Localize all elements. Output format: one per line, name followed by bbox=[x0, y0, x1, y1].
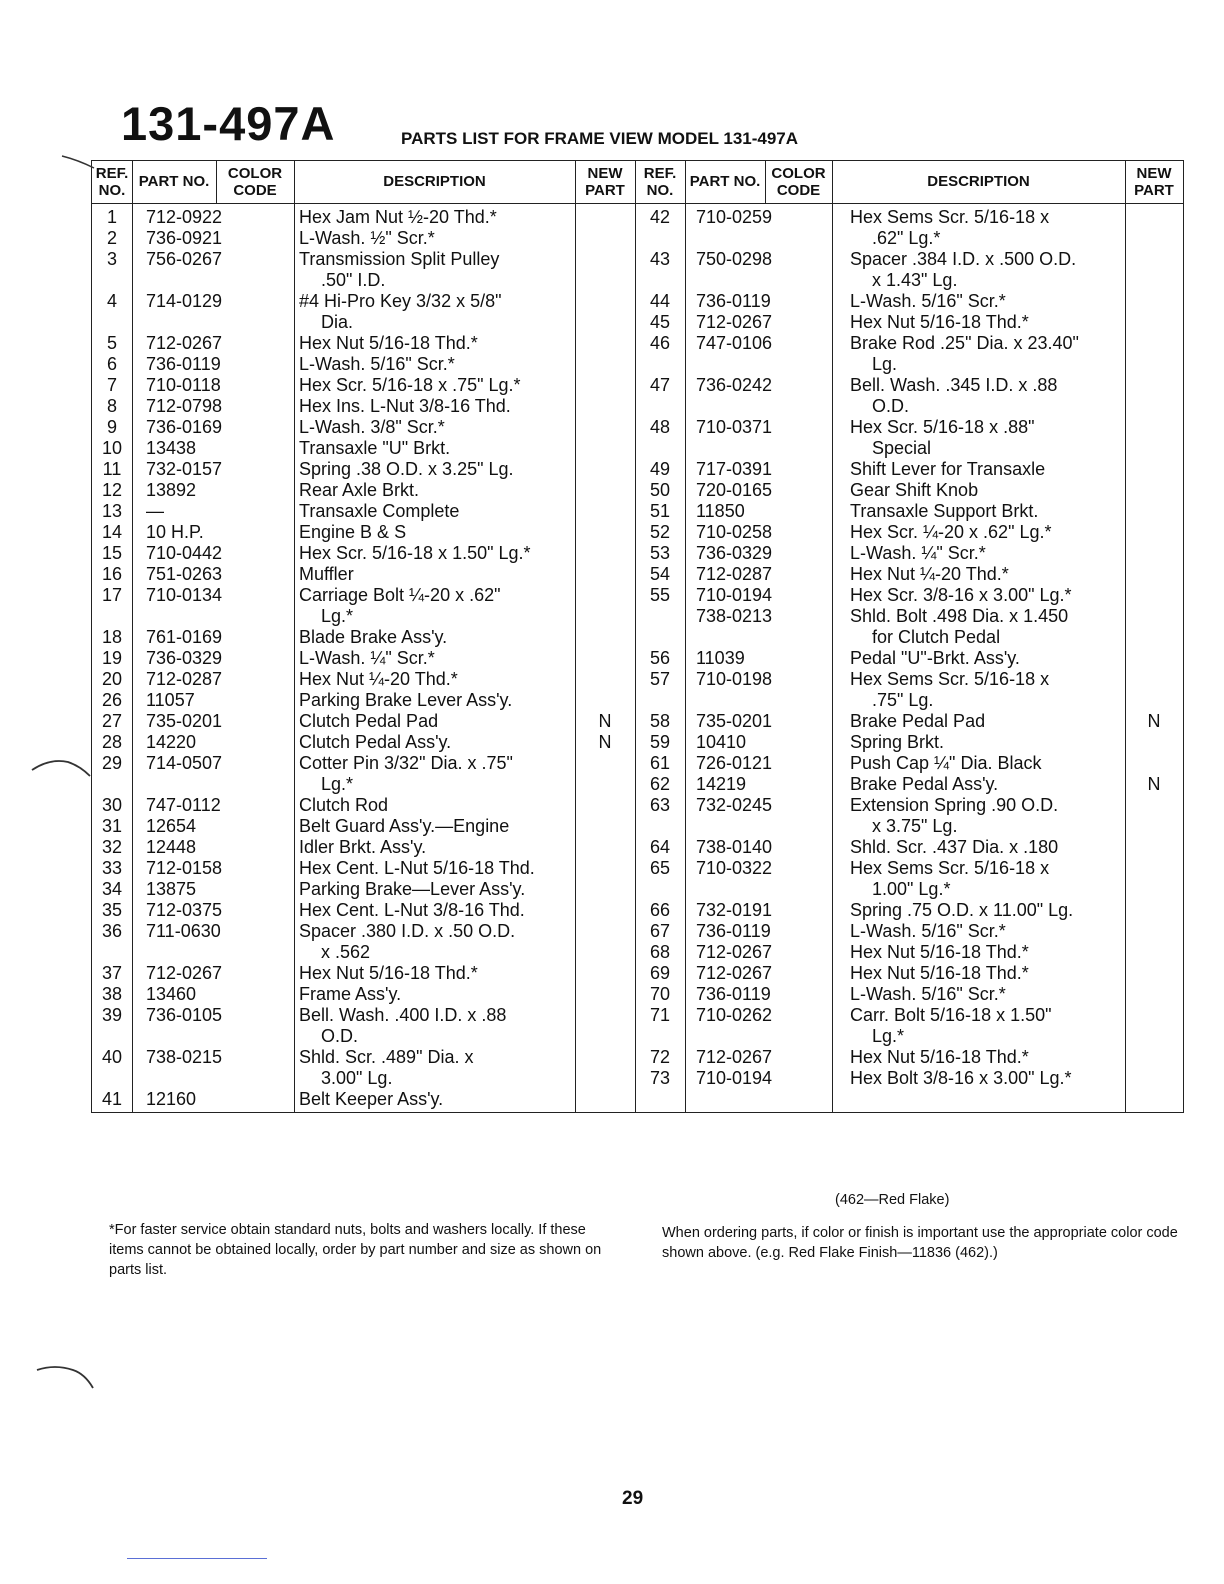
part-description: L-Wash. ¼" Scr.* bbox=[299, 648, 435, 668]
header-new-part-right: NEW PART bbox=[1134, 164, 1174, 199]
part-number: 712-0158 bbox=[146, 858, 223, 878]
ref-number: 10 bbox=[101, 438, 123, 458]
table-row bbox=[92, 690, 1183, 711]
ref-number: 46 bbox=[649, 333, 671, 353]
part-description: Hex Scr. 5/16-18 x .75" Lg.* bbox=[299, 375, 521, 395]
part-number: 747-0106 bbox=[696, 333, 773, 353]
part-description: Lg.* bbox=[321, 774, 354, 794]
bottom-rule bbox=[127, 1558, 267, 1559]
ref-number: 3 bbox=[106, 249, 117, 269]
part-description: Spacer .380 I.D. x .50 O.D. bbox=[299, 921, 516, 941]
ref-number: 45 bbox=[649, 312, 671, 332]
part-number: 712-0798 bbox=[146, 396, 223, 416]
part-number: 732-0157 bbox=[146, 459, 223, 479]
header-ref-no-left: REF. NO. bbox=[95, 164, 129, 199]
new-part-flag: N bbox=[598, 732, 612, 752]
part-number: 10410 bbox=[696, 732, 747, 752]
ref-number: 34 bbox=[101, 879, 123, 899]
ref-number: 44 bbox=[649, 291, 671, 311]
table-row bbox=[92, 1005, 1183, 1026]
part-number: 13892 bbox=[146, 480, 197, 500]
table-row bbox=[92, 459, 1183, 480]
ref-number: 71 bbox=[649, 1005, 671, 1025]
ref-number: 32 bbox=[101, 837, 123, 857]
part-number: 736-0169 bbox=[146, 417, 223, 437]
part-description: Idler Brkt. Ass'y. bbox=[299, 837, 427, 857]
scan-mark bbox=[60, 152, 100, 172]
table-row bbox=[92, 648, 1183, 669]
part-number: 14219 bbox=[696, 774, 747, 794]
ref-number: 36 bbox=[101, 921, 123, 941]
table-row bbox=[92, 963, 1183, 984]
part-description: Muffler bbox=[299, 564, 354, 584]
ref-number: 61 bbox=[649, 753, 671, 773]
part-description: .62" Lg.* bbox=[872, 228, 941, 248]
header-new-part-left: NEW PART bbox=[585, 164, 625, 199]
part-description: Shld. Scr. .489" Dia. x bbox=[299, 1047, 474, 1067]
part-description: Hex Scr. ¼-20 x .62" Lg.* bbox=[850, 522, 1052, 542]
part-description: Hex Scr. 5/16-18 x .88" bbox=[850, 417, 1035, 437]
part-description: Shift Lever for Transaxle bbox=[850, 459, 1046, 479]
table-row bbox=[92, 984, 1183, 1005]
ref-number: 48 bbox=[649, 417, 671, 437]
ref-number: 9 bbox=[106, 417, 117, 437]
part-description: Push Cap ¼" Dia. Black bbox=[850, 753, 1042, 773]
part-description: Brake Rod .25" Dia. x 23.40" bbox=[850, 333, 1079, 353]
ref-number: 68 bbox=[649, 942, 671, 962]
part-description: Hex Nut 5/16-18 Thd.* bbox=[299, 963, 478, 983]
new-part-flag: N bbox=[598, 711, 612, 731]
ref-number: 29 bbox=[101, 753, 123, 773]
part-number: 712-0267 bbox=[146, 333, 223, 353]
ref-number: 52 bbox=[649, 522, 671, 542]
part-description: Extension Spring .90 O.D. bbox=[850, 795, 1059, 815]
table-row bbox=[92, 501, 1183, 522]
table-row bbox=[92, 711, 1183, 732]
part-description: Carriage Bolt ¼-20 x .62" bbox=[299, 585, 501, 605]
part-number: 13438 bbox=[146, 438, 197, 458]
ref-number: 38 bbox=[101, 984, 123, 1004]
part-description: x 1.43" Lg. bbox=[872, 270, 958, 290]
part-number: 710-0134 bbox=[146, 585, 223, 605]
part-description: Lg. bbox=[872, 354, 898, 374]
header-description-left: DESCRIPTION bbox=[383, 173, 486, 191]
part-number: 736-0119 bbox=[696, 921, 771, 941]
ref-number: 51 bbox=[649, 501, 671, 521]
part-number: 710-0322 bbox=[696, 858, 773, 878]
part-description: Hex Sems Scr. 5/16-18 x bbox=[850, 207, 1050, 227]
part-number: 736-0329 bbox=[696, 543, 773, 563]
part-description: Transaxle Complete bbox=[299, 501, 460, 521]
part-number: 712-0287 bbox=[146, 669, 223, 689]
table-row bbox=[92, 543, 1183, 564]
part-description: Hex Cent. L-Nut 3/8-16 Thd. bbox=[299, 900, 525, 920]
ref-number: 62 bbox=[649, 774, 671, 794]
part-description: Gear Shift Knob bbox=[850, 480, 979, 500]
part-number: 712-0267 bbox=[696, 963, 773, 983]
part-description: for Clutch Pedal bbox=[872, 627, 1001, 647]
part-description: Belt Keeper Ass'y. bbox=[299, 1089, 444, 1109]
table-row bbox=[92, 879, 1183, 900]
ref-number: 19 bbox=[101, 648, 123, 668]
part-description: .75" Lg. bbox=[872, 690, 934, 710]
table-row bbox=[92, 438, 1183, 459]
part-description: Hex Ins. L-Nut 3/8-16 Thd. bbox=[299, 396, 511, 416]
ref-number: 57 bbox=[649, 669, 671, 689]
part-number: 712-0267 bbox=[696, 942, 773, 962]
ref-number: 30 bbox=[101, 795, 123, 815]
ref-number: 26 bbox=[101, 690, 123, 710]
ref-number: 37 bbox=[101, 963, 123, 983]
ref-number: 42 bbox=[649, 207, 671, 227]
part-description: Spring .38 O.D. x 3.25" Lg. bbox=[299, 459, 514, 479]
ref-number: 20 bbox=[101, 669, 123, 689]
part-number: 732-0245 bbox=[696, 795, 773, 815]
part-number: 710-0118 bbox=[146, 375, 221, 395]
part-description: Hex Scr. 5/16-18 x 1.50" Lg.* bbox=[299, 543, 531, 563]
part-number: 712-0267 bbox=[696, 312, 773, 332]
part-description: Pedal "U"-Brkt. Ass'y. bbox=[850, 648, 1020, 668]
table-row bbox=[92, 585, 1183, 606]
table-row bbox=[92, 333, 1183, 354]
table-row bbox=[92, 753, 1183, 774]
part-description: Shld. Scr. .437 Dia. x .180 bbox=[850, 837, 1059, 857]
part-description: L-Wash. ½" Scr.* bbox=[299, 228, 435, 248]
part-description: x .562 bbox=[321, 942, 371, 962]
ref-number: 16 bbox=[101, 564, 123, 584]
ref-number: 40 bbox=[101, 1047, 123, 1067]
part-number: 736-0119 bbox=[146, 354, 221, 374]
table-row bbox=[92, 396, 1183, 417]
part-description: #4 Hi-Pro Key 3/32 x 5/8" bbox=[299, 291, 502, 311]
table-row bbox=[92, 1089, 1183, 1110]
ref-number: 49 bbox=[649, 459, 671, 479]
header-color-code-left: COLOR CODE bbox=[227, 164, 283, 199]
part-description: Engine B & S bbox=[299, 522, 407, 542]
part-number: 710-0259 bbox=[696, 207, 773, 227]
part-description: Hex Cent. L-Nut 5/16-18 Thd. bbox=[299, 858, 535, 878]
table-row bbox=[92, 1068, 1183, 1089]
part-description: Spring .75 O.D. x 11.00" Lg. bbox=[850, 900, 1074, 920]
ref-number: 8 bbox=[106, 396, 117, 416]
ref-number: 63 bbox=[649, 795, 671, 815]
ref-number: 11 bbox=[102, 459, 122, 479]
new-part-flag: N bbox=[1147, 774, 1161, 794]
part-number: 710-0442 bbox=[146, 543, 223, 563]
footnote: *For faster service obtain standard nuts, bolts and washers locally. If these items cannot be obtained locally, order by part number and size as shown on parts list. bbox=[109, 1222, 602, 1278]
header-part-no-left: PART NO. bbox=[138, 173, 210, 191]
part-number: 12160 bbox=[146, 1089, 197, 1109]
ref-number: 15 bbox=[101, 543, 123, 563]
ref-number: 17 bbox=[101, 585, 123, 605]
part-number: 712-0267 bbox=[696, 1047, 773, 1067]
table-row bbox=[92, 606, 1183, 627]
part-number: 738-0213 bbox=[696, 606, 773, 626]
part-description: Spring Brkt. bbox=[850, 732, 945, 752]
table-row bbox=[92, 249, 1183, 270]
part-description: L-Wash. 5/16" Scr.* bbox=[299, 354, 455, 374]
part-description: Clutch Pedal Ass'y. bbox=[299, 732, 452, 752]
ref-number: 35 bbox=[101, 900, 123, 920]
part-number: 712-0375 bbox=[146, 900, 223, 920]
ref-number: 59 bbox=[649, 732, 671, 752]
ref-number: 70 bbox=[649, 984, 671, 1004]
part-number: 712-0267 bbox=[146, 963, 223, 983]
ref-number: 1 bbox=[106, 207, 117, 227]
part-description: Rear Axle Brkt. bbox=[299, 480, 420, 500]
ref-number: 18 bbox=[101, 627, 123, 647]
part-description: .50" I.D. bbox=[321, 270, 386, 290]
part-description: Shld. Bolt .498 Dia. x 1.450 bbox=[850, 606, 1069, 626]
parts-table bbox=[91, 160, 1184, 1113]
part-number: 747-0112 bbox=[146, 795, 221, 815]
table-row bbox=[92, 774, 1183, 795]
ref-number: 58 bbox=[649, 711, 671, 731]
ref-number: 14 bbox=[101, 522, 123, 542]
ref-number: 27 bbox=[101, 711, 123, 731]
part-description: Lg.* bbox=[321, 606, 354, 626]
part-number: 10 H.P. bbox=[146, 522, 204, 542]
part-description: Bell. Wash. .345 I.D. x .88 bbox=[850, 375, 1058, 395]
part-description: Cotter Pin 3/32" Dia. x .75" bbox=[299, 753, 513, 773]
table-row bbox=[92, 564, 1183, 585]
part-description: Hex Nut ¼-20 Thd.* bbox=[850, 564, 1009, 584]
table-row bbox=[92, 354, 1183, 375]
part-number: 736-0105 bbox=[146, 1005, 223, 1025]
ref-number: 56 bbox=[649, 648, 671, 668]
header-rule bbox=[92, 203, 1183, 204]
ref-number: 67 bbox=[649, 921, 671, 941]
part-description: Blade Brake Ass'y. bbox=[299, 627, 448, 647]
table-row bbox=[92, 522, 1183, 543]
table-row bbox=[92, 942, 1183, 963]
part-description: Hex Bolt 3/8-16 x 3.00" Lg.* bbox=[850, 1068, 1072, 1088]
part-number: 710-0198 bbox=[696, 669, 773, 689]
part-number: 736-0119 bbox=[696, 291, 771, 311]
part-number: 736-0119 bbox=[696, 984, 771, 1004]
part-description: 1.00" Lg.* bbox=[872, 879, 951, 899]
part-number: 14220 bbox=[146, 732, 197, 752]
part-description: Belt Guard Ass'y.—Engine bbox=[299, 816, 510, 836]
header-color-code-right: COLOR CODE bbox=[771, 164, 826, 199]
part-description: x 3.75" Lg. bbox=[872, 816, 958, 836]
ref-number: 6 bbox=[106, 354, 117, 374]
part-description: Hex Nut 5/16-18 Thd.* bbox=[299, 333, 478, 353]
part-description: Brake Pedal Pad bbox=[850, 711, 986, 731]
part-number: 714-0129 bbox=[146, 291, 223, 311]
part-number: 710-0258 bbox=[696, 522, 773, 542]
part-number: 712-0922 bbox=[146, 207, 223, 227]
part-description: Lg.* bbox=[872, 1026, 905, 1046]
part-number: 11039 bbox=[696, 648, 745, 668]
table-row bbox=[92, 921, 1183, 942]
new-part-flag: N bbox=[1147, 711, 1161, 731]
ref-number: 66 bbox=[649, 900, 671, 920]
part-description: Hex Nut ¼-20 Thd.* bbox=[299, 669, 458, 689]
part-description: 3.00" Lg. bbox=[321, 1068, 393, 1088]
part-description: L-Wash. 5/16" Scr.* bbox=[850, 984, 1006, 1004]
table-row bbox=[92, 669, 1183, 690]
part-number: 726-0121 bbox=[696, 753, 773, 773]
part-description: Transmission Split Pulley bbox=[299, 249, 500, 269]
table-row bbox=[92, 732, 1183, 753]
part-description: Frame Ass'y. bbox=[299, 984, 402, 1004]
part-description: Transaxle "U" Brkt. bbox=[299, 438, 451, 458]
part-number: 761-0169 bbox=[146, 627, 223, 647]
part-number: 736-0242 bbox=[696, 375, 773, 395]
part-number: 736-0921 bbox=[146, 228, 223, 248]
table-row bbox=[92, 480, 1183, 501]
ref-number: 54 bbox=[649, 564, 671, 584]
part-number: 710-0194 bbox=[696, 585, 773, 605]
ref-number: 53 bbox=[649, 543, 671, 563]
part-description: L-Wash. 5/16" Scr.* bbox=[850, 291, 1006, 311]
part-description: Hex Nut 5/16-18 Thd.* bbox=[850, 942, 1029, 962]
ref-number: 28 bbox=[101, 732, 123, 752]
part-description: Hex Nut 5/16-18 Thd.* bbox=[850, 963, 1029, 983]
ref-number: 47 bbox=[649, 375, 671, 395]
part-number: 714-0507 bbox=[146, 753, 223, 773]
header-ref-no-right: REF. NO. bbox=[643, 164, 677, 199]
scan-mark bbox=[30, 752, 92, 782]
ref-number: 39 bbox=[101, 1005, 123, 1025]
table-row bbox=[92, 858, 1183, 879]
table-row bbox=[92, 270, 1183, 291]
ref-number: 13 bbox=[101, 501, 123, 521]
part-description: Parking Brake Lever Ass'y. bbox=[299, 690, 513, 710]
ref-number: 55 bbox=[649, 585, 671, 605]
part-description: Bell. Wash. .400 I.D. x .88 bbox=[299, 1005, 507, 1025]
part-description: Dia. bbox=[321, 312, 354, 332]
table-row bbox=[92, 816, 1183, 837]
part-number: 717-0391 bbox=[696, 459, 773, 479]
part-number: 12654 bbox=[146, 816, 197, 836]
part-description: L-Wash. ¼" Scr.* bbox=[850, 543, 986, 563]
part-number: 712-0287 bbox=[696, 564, 773, 584]
part-number: 11057 bbox=[146, 690, 195, 710]
header-part-no-right: PART NO. bbox=[689, 173, 761, 191]
ref-number: 43 bbox=[649, 249, 671, 269]
ref-number: 65 bbox=[649, 858, 671, 878]
part-number: — bbox=[146, 501, 164, 521]
part-number: 13460 bbox=[146, 984, 197, 1004]
ref-number: 33 bbox=[101, 858, 123, 878]
part-number: 720-0165 bbox=[696, 480, 773, 500]
part-number: 738-0140 bbox=[696, 837, 773, 857]
table-row bbox=[92, 312, 1183, 333]
part-description: Hex Nut 5/16-18 Thd.* bbox=[850, 312, 1029, 332]
part-description: O.D. bbox=[321, 1026, 359, 1046]
part-description: Hex Sems Scr. 5/16-18 x bbox=[850, 858, 1050, 878]
part-description: Hex Jam Nut ½-20 Thd.* bbox=[299, 207, 497, 227]
table-row bbox=[92, 228, 1183, 249]
part-description: Clutch Pedal Pad bbox=[299, 711, 439, 731]
ref-number: 72 bbox=[649, 1047, 671, 1067]
part-number: 11850 bbox=[696, 501, 745, 521]
part-description: Spacer .384 I.D. x .500 O.D. bbox=[850, 249, 1077, 269]
part-number: 736-0329 bbox=[146, 648, 223, 668]
table-row bbox=[92, 291, 1183, 312]
page-number: 29 bbox=[622, 1488, 644, 1509]
part-description: O.D. bbox=[872, 396, 910, 416]
part-description: Hex Sems Scr. 5/16-18 x bbox=[850, 669, 1050, 689]
color-code-label: (462—Red Flake) bbox=[835, 1192, 950, 1208]
table-row bbox=[92, 627, 1183, 648]
ref-number: 69 bbox=[649, 963, 671, 983]
scan-mark bbox=[35, 1362, 95, 1392]
part-number: 710-0262 bbox=[696, 1005, 773, 1025]
table-row bbox=[92, 900, 1183, 921]
part-description: L-Wash. 3/8" Scr.* bbox=[299, 417, 445, 437]
table-row bbox=[92, 1026, 1183, 1047]
table-row bbox=[92, 837, 1183, 858]
page-title: PARTS LIST FOR FRAME VIEW MODEL 131-497A bbox=[401, 129, 799, 148]
part-description: Parking Brake—Lever Ass'y. bbox=[299, 879, 526, 899]
part-description: Hex Scr. 3/8-16 x 3.00" Lg.* bbox=[850, 585, 1072, 605]
ref-number: 73 bbox=[649, 1068, 671, 1088]
part-description: Carr. Bolt 5/16-18 x 1.50" bbox=[850, 1005, 1052, 1025]
part-number: 751-0263 bbox=[146, 564, 223, 584]
ref-number: 12 bbox=[101, 480, 123, 500]
part-description: Clutch Rod bbox=[299, 795, 389, 815]
table-row bbox=[92, 1047, 1183, 1068]
part-number: 738-0215 bbox=[146, 1047, 223, 1067]
ref-number: 64 bbox=[649, 837, 671, 857]
ref-number: 31 bbox=[101, 816, 123, 836]
part-number: 710-0194 bbox=[696, 1068, 773, 1088]
part-description: L-Wash. 5/16" Scr.* bbox=[850, 921, 1006, 941]
model-number: 131-497A bbox=[121, 97, 336, 150]
table-row bbox=[92, 417, 1183, 438]
part-number: 750-0298 bbox=[696, 249, 773, 269]
color-ordering-note: When ordering parts, if color or finish is important use the appropriate color code shown above. (e.g. Red Flake Finish—11836 (462).) bbox=[662, 1225, 1178, 1261]
table-row bbox=[92, 375, 1183, 396]
part-number: 12448 bbox=[146, 837, 197, 857]
header-description-right: DESCRIPTION bbox=[927, 173, 1030, 191]
ref-number: 41 bbox=[101, 1089, 123, 1109]
part-description: Special bbox=[872, 438, 932, 458]
part-description: Brake Pedal Ass'y. bbox=[850, 774, 999, 794]
part-number: 13875 bbox=[146, 879, 197, 899]
ref-number: 5 bbox=[106, 333, 117, 353]
ref-number: 50 bbox=[649, 480, 671, 500]
ref-number: 7 bbox=[106, 375, 117, 395]
part-description: Hex Nut 5/16-18 Thd.* bbox=[850, 1047, 1029, 1067]
table-row bbox=[92, 795, 1183, 816]
ref-number: 2 bbox=[106, 228, 117, 248]
part-number: 735-0201 bbox=[696, 711, 773, 731]
ref-number: 4 bbox=[106, 291, 117, 311]
part-number: 711-0630 bbox=[146, 921, 221, 941]
table-row bbox=[92, 207, 1183, 228]
part-number: 710-0371 bbox=[696, 417, 773, 437]
part-number: 756-0267 bbox=[146, 249, 223, 269]
part-number: 735-0201 bbox=[146, 711, 223, 731]
part-number: 732-0191 bbox=[696, 900, 773, 920]
part-description: Transaxle Support Brkt. bbox=[850, 501, 1039, 521]
